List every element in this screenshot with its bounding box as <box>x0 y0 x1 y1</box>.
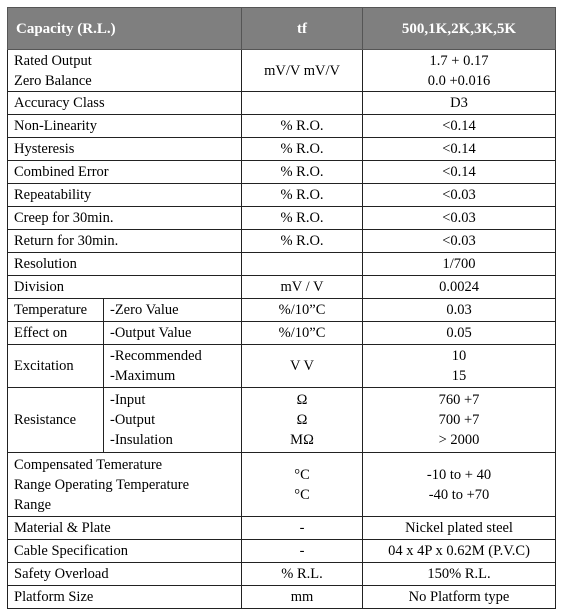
resistance-value: 760 +7 <box>438 392 480 408</box>
row-value: Nickel plated steel <box>363 517 556 540</box>
row-unit: % R.O. <box>242 184 363 207</box>
compensated-label: Range Operating Temperature <box>14 476 190 493</box>
header-unit: tf <box>242 8 363 50</box>
resistance-value: 700 +7 <box>438 412 480 428</box>
row-label: Cable Specification <box>8 540 242 563</box>
row-value: <0.14 <box>363 138 556 161</box>
header-value: 500,1K,2K,3K,5K <box>363 8 556 50</box>
row-unit: - <box>242 517 363 540</box>
compensated-label: Compensated Temerature <box>14 456 163 473</box>
table-row <box>8 563 556 586</box>
excitation-value: 15 <box>451 368 467 384</box>
compensated-labels <box>8 453 242 517</box>
table-row <box>8 207 556 230</box>
temperature-label: Temperature <box>8 299 104 322</box>
table-row <box>8 115 556 138</box>
resistance-row <box>8 388 556 453</box>
excitation-unit: V V <box>242 345 363 388</box>
temperature-zero-unit: %/10”C <box>242 299 363 322</box>
spec-table <box>7 7 556 609</box>
row-unit: % R.O. <box>242 161 363 184</box>
rated-output-row <box>8 50 556 92</box>
compensated-value: -40 to +70 <box>428 486 490 503</box>
excitation-row <box>8 345 556 388</box>
table-row <box>8 161 556 184</box>
table-row <box>8 517 556 540</box>
compensated-label: Range <box>14 496 52 513</box>
excitation-sub: -Recommended <box>110 348 202 364</box>
temperature-output-sub: -Output Value <box>104 322 242 345</box>
row-value: <0.03 <box>363 230 556 253</box>
table-row <box>8 253 556 276</box>
rated-output-label-line: Rated Output <box>14 52 92 69</box>
excitation-values <box>363 345 556 388</box>
compensated-unit: °C <box>294 466 310 483</box>
rated-output-unit: mV/V mV/V <box>242 50 363 92</box>
compensated-units <box>242 453 363 517</box>
row-label: Repeatability <box>8 184 242 207</box>
row-label: Accuracy Class <box>8 92 242 115</box>
resistance-sub: -Insulation <box>110 432 173 448</box>
row-unit: % R.O. <box>242 115 363 138</box>
table-row <box>8 184 556 207</box>
row-value: D3 <box>363 92 556 115</box>
excitation-label: Excitation <box>8 345 104 388</box>
table-row <box>8 138 556 161</box>
resistance-unit: MΩ <box>290 432 314 448</box>
table-row <box>8 586 556 609</box>
excitation-subs <box>104 345 242 388</box>
resistance-value: > 2000 <box>438 432 480 448</box>
effect-on-label: Effect on <box>8 322 104 345</box>
rated-output-value <box>363 50 556 92</box>
row-unit: % R.L. <box>242 563 363 586</box>
temperature-output-value: 0.05 <box>363 322 556 345</box>
row-unit: % R.O. <box>242 138 363 161</box>
row-value: <0.14 <box>363 161 556 184</box>
row-value: 0.0024 <box>363 276 556 299</box>
row-unit: - <box>242 540 363 563</box>
table-row <box>8 230 556 253</box>
row-value: <0.14 <box>363 115 556 138</box>
excitation-sub: -Maximum <box>110 368 176 384</box>
row-unit: mV / V <box>242 276 363 299</box>
table-row <box>8 540 556 563</box>
row-value: 1/700 <box>363 253 556 276</box>
resistance-values <box>363 388 556 453</box>
row-label: Resolution <box>8 253 242 276</box>
temperature-zero-value: 0.03 <box>363 299 556 322</box>
row-label: Return for 30min. <box>8 230 242 253</box>
temperature-zero-row <box>8 299 556 322</box>
resistance-unit: Ω <box>296 412 308 428</box>
temperature-output-unit: %/10”C <box>242 322 363 345</box>
row-unit: mm <box>242 586 363 609</box>
table-row <box>8 276 556 299</box>
resistance-sub: -Output <box>110 412 156 428</box>
table-row <box>8 92 556 115</box>
resistance-subs <box>104 388 242 453</box>
row-value: 150% R.L. <box>363 563 556 586</box>
compensated-unit: °C <box>294 486 310 503</box>
row-value: 04 x 4P x 0.62M (P.V.C) <box>363 540 556 563</box>
row-label: Safety Overload <box>8 563 242 586</box>
rated-output-value-line: 1.7 + 0.17 <box>429 52 489 69</box>
row-label: Creep for 30min. <box>8 207 242 230</box>
header-parameter: Capacity (R.L.) <box>8 8 242 50</box>
row-label: Division <box>8 276 242 299</box>
row-unit <box>242 92 363 115</box>
row-unit: % R.O. <box>242 207 363 230</box>
temperature-zero-sub: -Zero Value <box>104 299 242 322</box>
zero-balance-value-line: 0.0 +0.016 <box>427 72 491 89</box>
compensated-temperature-row <box>8 453 556 517</box>
resistance-label: Resistance <box>8 388 104 453</box>
row-unit <box>242 253 363 276</box>
compensated-value: -10 to + 40 <box>426 466 492 483</box>
temperature-output-row <box>8 322 556 345</box>
row-label: Material & Plate <box>8 517 242 540</box>
row-value: <0.03 <box>363 207 556 230</box>
row-label: Combined Error <box>8 161 242 184</box>
excitation-value: 10 <box>451 348 467 364</box>
rated-output-label <box>8 50 242 92</box>
row-label: Non-Linearity <box>8 115 242 138</box>
zero-balance-label-line: Zero Balance <box>14 72 92 89</box>
row-value: No Platform type <box>363 586 556 609</box>
row-label: Hysteresis <box>8 138 242 161</box>
row-value: <0.03 <box>363 184 556 207</box>
resistance-unit: Ω <box>296 392 308 408</box>
resistance-units <box>242 388 363 453</box>
row-unit: % R.O. <box>242 230 363 253</box>
header-row <box>8 8 556 50</box>
resistance-sub: -Input <box>110 392 146 408</box>
row-label: Platform Size <box>8 586 242 609</box>
compensated-values <box>363 453 556 517</box>
